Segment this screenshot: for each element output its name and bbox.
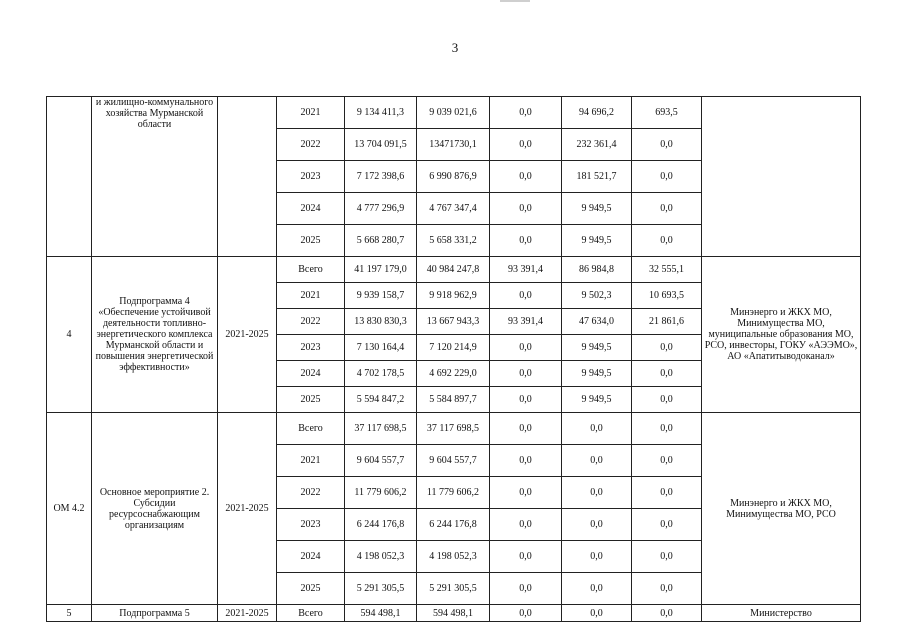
- table-row: 2025 5 291 305,5 5 291 305,5 0,0 0,0 0,0: [47, 573, 861, 605]
- table-row: 2023 6 244 176,8 6 244 176,8 0,0 0,0 0,0: [47, 509, 861, 541]
- executors-cell: Министерство: [702, 605, 861, 622]
- table-row: 2022 11 779 606,2 11 779 606,2 0,0 0,0 0,0: [47, 477, 861, 509]
- executors-cell: [702, 97, 861, 257]
- table-row: 2022 13 830 830,3 13 667 943,3 93 391,4 47 634,0 21 861,6: [47, 309, 861, 335]
- table-row: 2021 9 939 158,7 9 918 962,9 0,0 9 502,3 10 693,5: [47, 283, 861, 309]
- page-number: 3: [451, 40, 459, 55]
- om42-section: [47, 413, 861, 605]
- table-row: ОМ 4.2 Основное мероприятие 2. Субсидии ресурсоснабжающим организациям 2021-2025 Всего 37 117 698,5 37 117 698,5 0,0 0,0 0,0 Минэнерго и ЖКХ МО, Минимущества МО, РСО: [47, 413, 861, 445]
- period-cell: 2021-2025: [218, 605, 277, 622]
- num-cell: [47, 97, 92, 257]
- program5-section: [47, 605, 861, 622]
- program-name-cell: Подпрограмма 4 «Обеспечение устойчивой деятельности топливно-энергетического комплекса Мурманской области и повышения энергетической эффективности»: [92, 257, 218, 413]
- program-name-cell: Подпрограмма 5: [92, 605, 218, 622]
- period-cell: [218, 97, 277, 257]
- num-cell: 5: [47, 605, 92, 622]
- executors-cell: Минэнерго и ЖКХ МО, Минимущества МО, муниципальные образования МО, РСО, инвесторы, ГОКУ «АЭЭМО», АО «Апатитыводоканал»: [702, 257, 861, 413]
- table-row: и жилищно-коммунального хозяйства Мурманской области 2021 9 134 411,3 9 039 021,6 0,0 94 696,2 693,5: [47, 97, 861, 129]
- table-row: 2022 13 704 091,5 13471730,1 0,0 232 361,4 0,0: [47, 129, 861, 161]
- table-row: 2025 5 668 280,7 5 658 331,2 0,0 9 949,5 0,0: [47, 225, 861, 257]
- table-row: 2024 4 777 296,9 4 767 347,4 0,0 9 949,5 0,0: [47, 193, 861, 225]
- program-name-cell: и жилищно-коммунального хозяйства Мурманской области: [92, 97, 218, 257]
- period-cell: 2021-2025: [218, 257, 277, 413]
- scan-mark: [500, 0, 530, 2]
- table-row: 2025 5 594 847,2 5 584 897,7 0,0 9 949,5 0,0: [47, 387, 861, 413]
- executors-cell: Минэнерго и ЖКХ МО, Минимущества МО, РСО: [702, 413, 861, 605]
- table-row: 5 Подпрограмма 5 2021-2025 Всего 594 498,1 594 498,1 0,0 0,0 0,0 Министерство: [47, 605, 861, 622]
- period-cell: 2021-2025: [218, 413, 277, 605]
- table-row: 2023 7 130 164,4 7 120 214,9 0,0 9 949,5 0,0: [47, 335, 861, 361]
- table-row: 4 Подпрограмма 4 «Обеспечение устойчивой деятельности топливно-энергетического комплекса Мурманской области и повышения энергетической эффективности» 2021-2025 Всего 41 197 179,0 40 984 247,8 93 391,4 86 984,8 32 555,1 Минэнерго и ЖКХ МО, Минимущества МО, муниципальные образования МО, РСО, инвесторы, ГОКУ «АЭЭМО», АО «Апатитыводоканал»: [47, 257, 861, 283]
- num-cell: ОМ 4.2: [47, 413, 92, 605]
- table-row: 2021 9 604 557,7 9 604 557,7 0,0 0,0 0,0: [47, 445, 861, 477]
- program4-section: [47, 257, 861, 413]
- num-cell: 4: [47, 257, 92, 413]
- continuation-section: [47, 97, 861, 257]
- table-row: 2024 4 702 178,5 4 692 229,0 0,0 9 949,5 0,0: [47, 361, 861, 387]
- table-row: 2024 4 198 052,3 4 198 052,3 0,0 0,0 0,0: [47, 541, 861, 573]
- table-row: 2023 7 172 398,6 6 990 876,9 0,0 181 521,7 0,0: [47, 161, 861, 193]
- budget-table: [46, 96, 861, 622]
- program-name-cell: Основное мероприятие 2. Субсидии ресурсоснабжающим организациям: [92, 413, 218, 605]
